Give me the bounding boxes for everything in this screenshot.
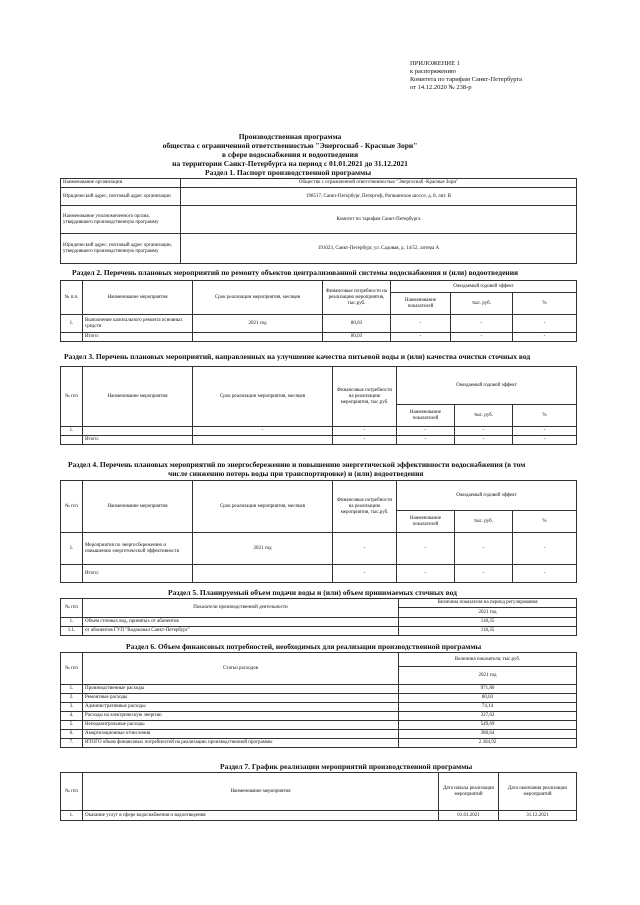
title-line: на территории Санкт-Петербурга на период с 01.01.2021 до 31.12.2021 (172, 159, 408, 168)
cell-num: 1. (61, 427, 83, 436)
cell-name: ИТОГО объем финансовых потребностей на реализацию производственной программы (83, 739, 399, 748)
table-row (61, 599, 577, 608)
table-row (61, 721, 577, 730)
table-row (61, 703, 577, 712)
cell-num: 1. (61, 618, 83, 627)
column-header: % (513, 405, 577, 427)
cell-name: Объем сточных вод, принятых от абонентов (83, 618, 399, 627)
column-header: % (513, 293, 577, 315)
cell-num: 5. (61, 721, 83, 730)
cell-num: 3. (61, 703, 83, 712)
cell-name: Административные расходы (83, 703, 399, 712)
passport-label: Юридический адрес, почтовый адрес организации (61, 188, 181, 206)
title-line: Производственная программа (238, 132, 342, 141)
column-header: № п/п (61, 367, 83, 427)
appendix-line: к распоряжению (410, 68, 456, 75)
title-line: в сфере водоснабжения и водоотведения (221, 150, 359, 159)
column-header: Наименование мероприятия (83, 281, 193, 315)
column-header: Наименование показателей (391, 293, 451, 315)
passport-value: 198517, Санкт-Петербург, Петергоф, Ропшинское шоссе, д. 8, лит. В (181, 188, 577, 206)
cell-name: Итого: (83, 333, 193, 342)
cell-num: 6. (61, 730, 83, 739)
cell-ind: - (397, 436, 455, 445)
cell-period: 2021 год (193, 533, 333, 565)
column-header: Величина показателя на период регулирования (399, 599, 577, 608)
column-header: № п/п (61, 481, 83, 533)
column-header: Наименование мероприятия (83, 773, 439, 811)
section5-heading: Раздел 5. Планируемый объем подачи воды и (или) объем принимаемых сточных вод (168, 588, 457, 597)
cell-rub: - (451, 333, 513, 342)
cell-rub: - (455, 533, 513, 565)
cell-need: 80,03 (323, 315, 391, 333)
cell-pct: - (513, 427, 577, 436)
cell-num (61, 436, 83, 445)
cell-end: 31.12.2021 (499, 811, 577, 821)
appendix-line: от 14.12.2020 № 238-р (410, 84, 472, 91)
column-header: тыс. руб. (455, 511, 513, 533)
column-header: Ожидаемый годовой эффект (397, 367, 577, 405)
cell-pct: - (513, 436, 577, 445)
cell-name: Итого: (83, 565, 193, 583)
cell-num: 1. (61, 315, 83, 333)
appendix-line: ПРИЛОЖЕНИЕ 1 (410, 60, 460, 67)
column-header: № п/п (61, 599, 83, 618)
cell-pct: - (513, 333, 577, 342)
column-header: Дата начала реализации мероприятий (439, 773, 499, 811)
appendix-block (410, 60, 522, 92)
cell-pct: - (513, 533, 577, 565)
passport-value: 191023, Санкт-Петербург, ул. Садовая, д. 14/52, литера А (181, 234, 577, 264)
cell-name: Оказание услуг в сфере водоснабжения и водоотведения (83, 811, 439, 821)
title-line: общества с ограниченной ответственностью "Энергоснаб - Красные Зори" (162, 141, 418, 150)
cell-value: 74,14 (399, 703, 577, 712)
section1-heading: Раздел 1. Паспорт производственной программы (205, 168, 372, 177)
table-row (61, 281, 577, 293)
column-header: % (513, 511, 577, 533)
table-row (61, 618, 577, 627)
cell-name: Неподконтрольные расходы (83, 721, 399, 730)
financial-needs-table (60, 652, 577, 748)
cell-period (193, 333, 323, 342)
cell-ind: - (397, 427, 455, 436)
section6-heading: Раздел 6. Объем финансовых потребностей, необходимых для реализации производственной программы (126, 642, 482, 651)
section4-heading: Раздел 4. Перечень плановых мероприятий по энергосбережению и повышению энергетической эффективности водоснабжения (в том (68, 460, 526, 469)
cell-num (61, 333, 83, 342)
cell-num: 1. (61, 685, 83, 694)
cell-start: 01.01.2021 (439, 811, 499, 821)
energy-saving-table (60, 480, 577, 583)
column-header: тыс. руб. (451, 293, 513, 315)
column-header: Наименование мероприятия (83, 367, 193, 427)
cell-period: - (193, 427, 333, 436)
cell-name: Выполнение капитального ремонта основных средств (83, 315, 193, 333)
passport-label: Юридический адрес, почтовый адрес организации, утвердившего производственную программу (61, 234, 181, 264)
cell-rub: - (455, 436, 513, 445)
table-row (61, 694, 577, 703)
column-header: 2021 год (399, 608, 577, 618)
cell-need: - (333, 565, 397, 583)
table-row (61, 773, 577, 811)
table-row (61, 188, 577, 206)
cell-period (193, 436, 333, 445)
passport-label: Наименование организации (61, 179, 181, 188)
column-header: Срок реализации мероприятия, месяцев (193, 367, 333, 427)
cell-num: 1.1. (61, 627, 83, 636)
cell-value: 327,62 (399, 712, 577, 721)
cell-value: 118,35 (399, 627, 577, 636)
cell-ind: - (397, 565, 455, 583)
cell-pct: - (513, 315, 577, 333)
table-row (61, 739, 577, 748)
column-header: Ожидаемый годовой эффект (397, 481, 577, 511)
cell-value: 380,64 (399, 730, 577, 739)
column-header: Величина показателя, тыс.руб. (399, 653, 577, 667)
table-row (61, 234, 577, 264)
cell-num: 1. (61, 533, 83, 565)
column-header: Наименование мероприятия (83, 481, 193, 533)
cell-period (193, 565, 333, 583)
column-header: Статьи расходов (83, 653, 399, 685)
cell-rub: - (451, 315, 513, 333)
column-header: № п.п. (61, 281, 83, 315)
column-header: Финансовые потребности на реализацию мероприятия, тыс.руб. (333, 481, 397, 533)
passport-value: Общество с ограниченной ответственностью "Энергоснаб -Красные Зори" (181, 179, 577, 188)
cell-need: - (333, 533, 397, 565)
table-row (61, 481, 577, 511)
cell-num: 7. (61, 739, 83, 748)
cell-name (83, 427, 193, 436)
table-row (61, 627, 577, 636)
cell-value: 549,69 (399, 721, 577, 730)
table-row (61, 685, 577, 694)
column-header: Наименование показателей (397, 405, 455, 427)
cell-name: Амортизационные отчисления (83, 730, 399, 739)
section7-heading: Раздел 7. График реализации мероприятий производственной программы (220, 762, 473, 771)
column-header: Дата окончания реализации мероприятий (499, 773, 577, 811)
column-header: № п/п (61, 653, 83, 685)
cell-name: Итого: (83, 436, 193, 445)
cell-value: 971,80 (399, 685, 577, 694)
cell-name: Расходы на электрическую энергию (83, 712, 399, 721)
cell-ind: - (391, 333, 451, 342)
document-title (60, 132, 520, 168)
table-row (61, 565, 577, 583)
cell-num (61, 565, 83, 583)
column-header: тыс. руб. (455, 405, 513, 427)
table-row (61, 179, 577, 188)
appendix-line: Комитета по тарифам Санкт-Петербурга (410, 76, 523, 83)
cell-name: Ремонтные расходы (83, 694, 399, 703)
table-row (61, 367, 577, 405)
table-row (61, 315, 577, 333)
repair-table (60, 280, 577, 342)
cell-num: 4. (61, 712, 83, 721)
section3-heading: Раздел 3. Перечень плановых мероприятий, направленных на улучшение качества питьевой воды и (или) качества очистки сточных вод (64, 352, 531, 361)
cell-rub: - (455, 565, 513, 583)
table-row (61, 436, 577, 445)
table-row (61, 653, 577, 667)
cell-pct: - (513, 565, 577, 583)
table-row (61, 712, 577, 721)
cell-value: 80,03 (399, 694, 577, 703)
cell-need: - (333, 436, 397, 445)
column-header: Ожидаемый годовой эффект (391, 281, 577, 293)
cell-name: Производственные расходы (83, 685, 399, 694)
table-row (61, 811, 577, 821)
table-row (61, 206, 577, 234)
table-row (61, 427, 577, 436)
cell-num: 2. (61, 694, 83, 703)
section2-heading: Раздел 2. Перечень плановых мероприятий по ремонту объектов централизованной системы водоснабжения и (или) водоотведения (72, 268, 519, 277)
passport-value: Комитет по тарифам Санкт-Петербурга (181, 206, 577, 234)
cell-name: Мероприятия по энергосбережению и повышению энергетической эффективности (83, 533, 193, 565)
cell-rub: - (455, 427, 513, 436)
cell-num: 1. (61, 811, 83, 821)
cell-period: 2021 год (193, 315, 323, 333)
column-header: Финансовые потребности на реализацию мероприятия, тыс.руб. (333, 367, 397, 427)
table-row (61, 533, 577, 565)
column-header: Срок реализации мероприятия, месяцев (193, 481, 333, 533)
schedule-table (60, 772, 577, 821)
volume-table (60, 598, 577, 636)
water-quality-table (60, 366, 577, 445)
column-header: Наименование показателей (397, 511, 455, 533)
passport-table (60, 178, 577, 264)
cell-value: 2 304,92 (399, 739, 577, 748)
column-header: Финансовые потребности на реализацию мероприятия, тыс.руб. (323, 281, 391, 315)
section4-heading-continued: числе снижению потерь воды при транспортировке) и (или) водоотведения (168, 469, 424, 478)
column-header: 2021 год (399, 667, 577, 685)
cell-name: от абонентов ГУП "Водоканал Санкт-Петербург" (83, 627, 399, 636)
column-header: Показатели производственной деятельности (83, 599, 399, 618)
cell-need: 80,03 (323, 333, 391, 342)
column-header: Срок реализации мероприятия, месяцев (193, 281, 323, 315)
passport-label: Наименование уполномоченного органа, утвердившего производственную программу (61, 206, 181, 234)
cell-ind: - (397, 533, 455, 565)
table-row (61, 333, 577, 342)
column-header: № п/п (61, 773, 83, 811)
cell-need: - (333, 427, 397, 436)
table-row (61, 730, 577, 739)
cell-ind: - (391, 315, 451, 333)
cell-value: 118,35 (399, 618, 577, 627)
